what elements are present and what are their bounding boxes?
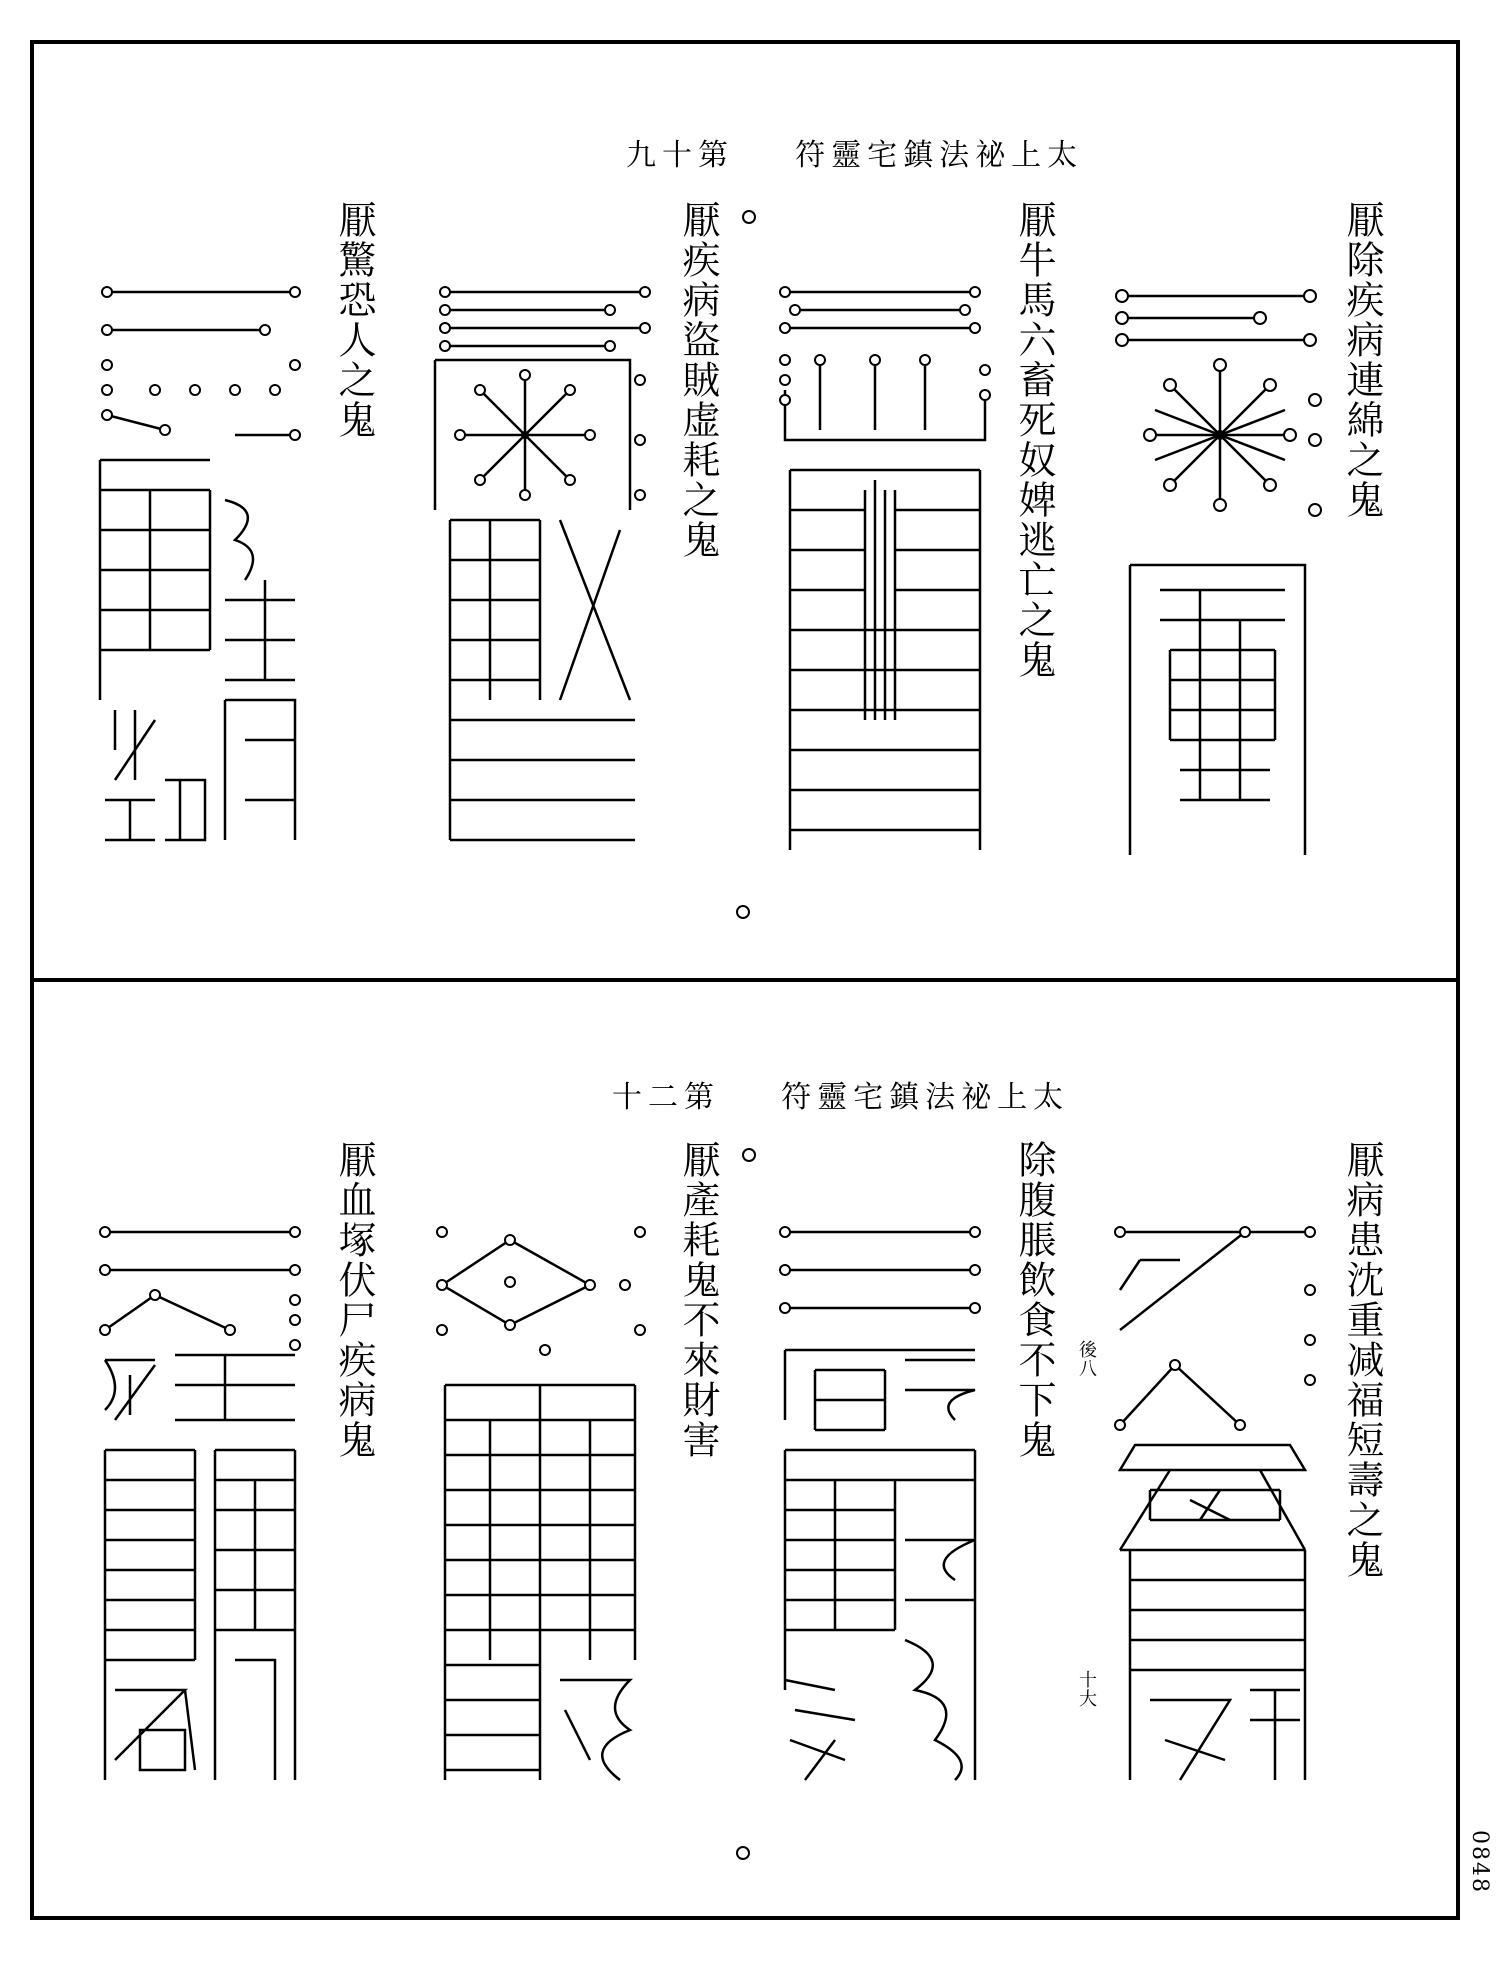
bottom-header <box>612 1072 1069 1116</box>
bottom-header-title: 符靈宅鎮法祕上太 <box>781 1080 1070 1115</box>
bottom-circle-mark-b <box>736 1846 750 1860</box>
margin-note-upper: 後八 <box>1076 1340 1097 1378</box>
talisman-6 <box>775 1220 990 1820</box>
top-header <box>626 130 1083 174</box>
talisman-3 <box>430 280 655 870</box>
margin-note-lower: 十大 <box>1076 1670 1097 1708</box>
top-caption-4: 厭驚恐人之鬼 <box>332 200 376 440</box>
talisman-8 <box>95 1220 310 1820</box>
talisman-5 <box>1110 1220 1330 1820</box>
top-caption-2: 厭牛馬六畜死奴婢逃亡之鬼 <box>1012 200 1056 680</box>
top-circle-mark-b <box>736 905 750 919</box>
bottom-caption-1: 厭病患沈重减福短壽之鬼 <box>1340 1140 1384 1580</box>
talisman-4 <box>95 280 310 870</box>
top-caption-1: 厭除疾病連綿之鬼 <box>1340 200 1384 520</box>
top-header-number: 九十第 <box>626 138 734 173</box>
bottom-caption-4: 厭血塚伏尸疾病鬼 <box>332 1140 376 1460</box>
bottom-header-number: 十二第 <box>612 1080 720 1115</box>
talisman-2 <box>775 280 990 870</box>
talisman-7 <box>430 1220 655 1820</box>
top-circle-mark-a <box>742 210 756 224</box>
bottom-caption-2: 除腹脹飲食不下鬼 <box>1012 1140 1056 1460</box>
top-caption-3: 厭疾病盜賊虚耗之鬼 <box>676 200 720 560</box>
talisman-1 <box>1110 280 1330 870</box>
page-number: 0848 <box>1467 1830 1492 1894</box>
top-header-title: 符靈宅鎮法祕上太 <box>795 138 1084 173</box>
bottom-circle-mark-a <box>742 1148 756 1162</box>
panel-divider <box>30 978 1460 982</box>
bottom-caption-3: 厭產耗鬼不來財害 <box>676 1140 720 1460</box>
